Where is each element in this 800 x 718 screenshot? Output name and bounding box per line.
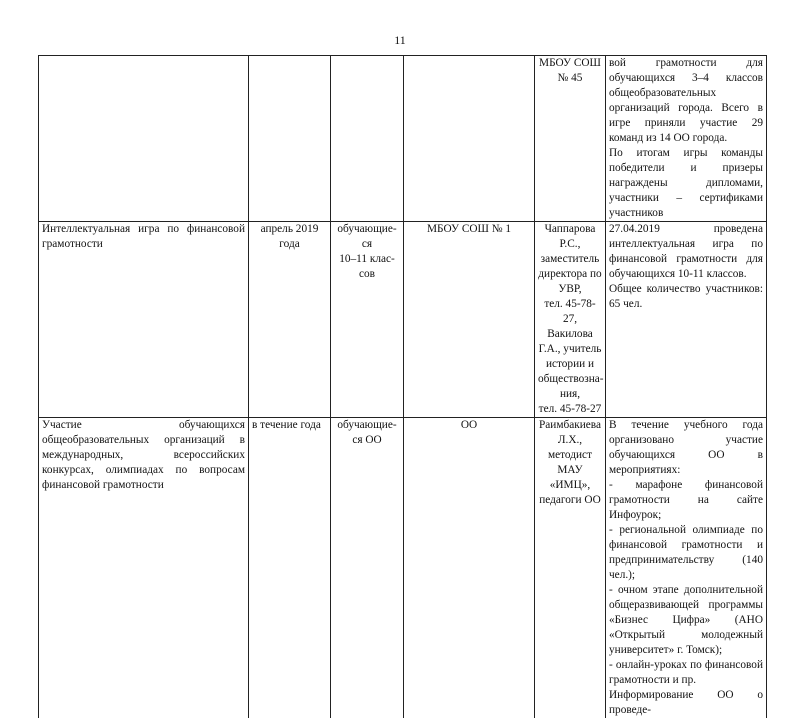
text-line: обучающие-	[334, 418, 400, 433]
text-line: Вакилова	[538, 327, 602, 342]
text-line: МБОУ СОШ	[538, 56, 602, 71]
result-cell	[606, 418, 767, 718]
table-row	[39, 418, 767, 718]
responsible-cell	[535, 222, 606, 418]
text-line: тел. 45-78-27,	[538, 297, 602, 327]
text-line: УВР,	[538, 282, 602, 297]
result-paragraph: - онлайн-уроках по финансовой грамотности и пр.	[609, 658, 763, 688]
text-line: ся	[334, 237, 400, 252]
text-line: сов	[334, 267, 400, 282]
text-line: № 45	[538, 71, 602, 86]
result-paragraph: - марафоне финансовой грамотности на сайте Инфоурок;	[609, 478, 763, 523]
text-line: Л.Х.,	[538, 433, 602, 448]
participants-cell	[331, 222, 404, 418]
text-line: Г.А., учитель	[538, 342, 602, 357]
event-cell: Интеллектуальная игра по финансовой грамотности	[39, 222, 249, 418]
result-paragraph: Информирование ОО о проведе-	[609, 688, 763, 718]
result-paragraph: вой грамотности для обучающихся 3–4 классов общеобразовательных организаций города. Всего в игре приняли участие 29 команд из 14 ОО города.	[609, 56, 763, 146]
text-line: обществозна-	[538, 372, 602, 387]
text-line: Р.С.,	[538, 237, 602, 252]
text-line: педагоги ОО	[538, 493, 602, 508]
result-paragraph: - региональной олимпиаде по финансовой грамотности и предпринимательству (140 чел.);	[609, 523, 763, 583]
text-line: МАУ «ИМЦ»,	[538, 463, 602, 493]
venue-cell: МБОУ СОШ № 1	[404, 222, 535, 418]
text-line: ся ОО	[334, 433, 400, 448]
venue-cell	[404, 56, 535, 222]
date-cell: в течение года	[249, 418, 331, 718]
responsible-cell	[535, 56, 606, 222]
text-line: заместитель	[538, 252, 602, 267]
result-paragraph: - очном этапе дополнительной общеразвивающей программы «Бизнес Цифра» (АНО «Открытый молодежный университет» г. Томск);	[609, 583, 763, 658]
events-table	[38, 55, 767, 718]
text-line: методист	[538, 448, 602, 463]
date-cell	[249, 56, 331, 222]
text-line: директора по	[538, 267, 602, 282]
participants-cell	[331, 56, 404, 222]
text-line: ния,	[538, 387, 602, 402]
result-cell	[606, 56, 767, 222]
event-cell	[39, 56, 249, 222]
text-line: Раимбакиева	[538, 418, 602, 433]
page-number: 11	[0, 33, 800, 48]
text-line: тел. 45-78-27	[538, 402, 602, 417]
result-cell	[606, 222, 767, 418]
result-paragraph: В течение учебного года организовано участие обучающихся ОО в мероприятиях:	[609, 418, 763, 478]
participants-cell	[331, 418, 404, 718]
event-cell: Участие обучающихся общеобразовательных организаций в международных, всероссийских конкурсах, олимпиадах по вопросам финансовой грамотности	[39, 418, 249, 718]
result-paragraph: Общее количество участников: 65 чел.	[609, 282, 763, 312]
table-row	[39, 56, 767, 222]
responsible-cell	[535, 418, 606, 718]
table-row	[39, 222, 767, 418]
venue-cell: ОО	[404, 418, 535, 718]
text-line: истории и	[538, 357, 602, 372]
text-line: Чаппарова	[538, 222, 602, 237]
result-paragraph: 27.04.2019 проведена интеллектуальная игра по финансовой грамотности для обучающихся 10-11 классов.	[609, 222, 763, 282]
result-paragraph: По итогам игры команды победители и призеры награждены дипломами, участники – сертификами участников	[609, 146, 763, 221]
date-cell: апрель 2019 года	[249, 222, 331, 418]
text-line: 10–11 клас-	[334, 252, 400, 267]
text-line: обучающие-	[334, 222, 400, 237]
